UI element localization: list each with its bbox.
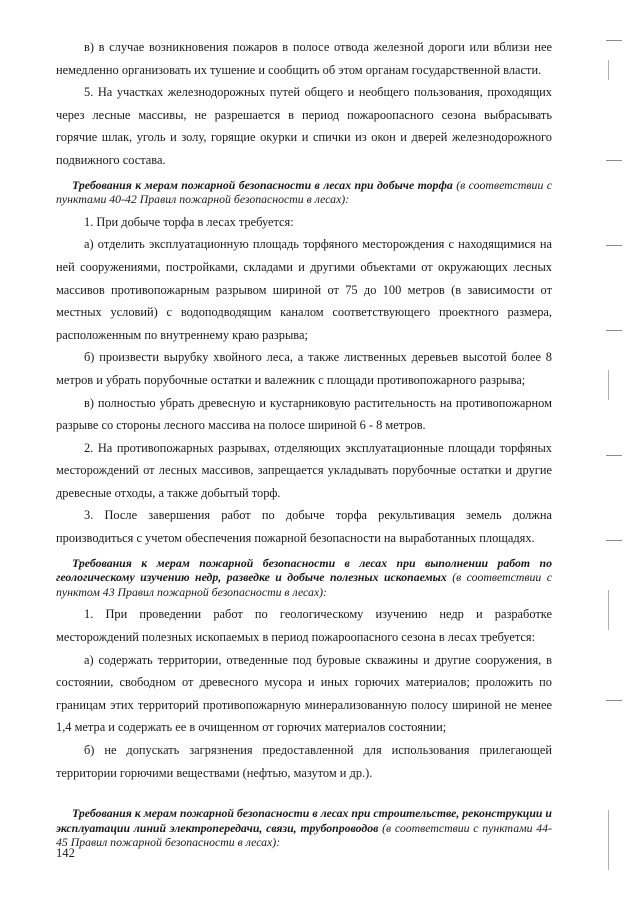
paragraph-railway-5: 5. На участках железнодорожных путей общего и необщего пользования, проходящих через лесные массивы, не разрешается в период пожароопасного сезона выбрасывать горячие шлак, уголь и золу, горящие окурки и спички из окон и дверей железнодорожного подвижного состава. (56, 85, 552, 167)
spacer (56, 784, 552, 800)
paragraph-geology-b: б) не допускать загрязнения предоставленной для использования прилегающей территории горючими веществами (нефтью, мазутом и др.). (56, 743, 552, 780)
paragraph-geology-a: а) содержать территории, отведенные под буровые скважины и другие сооружения, в состоянии, свободном от древесного мусора и иных горючих материалов; проложить по границам этих территорий противопожарную минерализованную полосу шириной не менее 1,4 метра и содержать ее в очищенном от горючих материалов состоянии; (56, 652, 552, 735)
section-heading-geology (56, 556, 552, 600)
paragraph-peat-c: в) полностью убрать древесную и кустарниковую растительность на противопожарном разрыве со стороны лесного массива на полосе шириной 6 - 8 метров. (56, 395, 552, 433)
paragraph-peat-3: 3. После завершения работ по добыче торфа рекультивация земель должна производиться с учетом обеспечения пожарной безопасности на выработанных площадях. (56, 508, 552, 546)
paragraph-geology-1: 1. При проведении работ по геологическому изучению недр и разработке месторождений полезных ископаемых в период пожароопасного сезона в лесах требуется: (56, 607, 552, 645)
section-heading-peat-title: Требования к мерам пожарной безопасности в лесах при добыче торфа (72, 177, 453, 192)
paragraph-peat-a: а) отделить эксплуатационную площадь торфяного месторождения с находящимися на ней сооружениями, постройками, складами и другими объектами от окружающих лесных массивов противопожарным разрывом шириной от 75 до 100 метров (в зависимости от местных условий) с водоподводящим каналом соответствующего проектного размера, расположенным по внутреннему краю разрыва; (56, 237, 552, 342)
section-heading-peat-ref: (в соответствии с пунктами 40-42 Правил пожарной безопасности в лесах): (56, 177, 552, 207)
paragraph-railway-fire: в) в случае возникновения пожаров в полосе отвода железной дороги или вблизи нее немедленно организовать их тушение и сообщить об этом органам государственной власти. (56, 40, 552, 77)
section-heading-lines (56, 806, 552, 850)
document-page (56, 36, 552, 854)
paragraph-peat-b: б) произвести вырубку хвойного леса, а также лиственных деревьев высотой более 8 метров и убрать порубочные остатки и валежник с площади противопожарного разрыва; (56, 350, 552, 387)
section-heading-lines-ref: (в соответствии с пунктами 44-45 Правил пожарной безопасности в лесах): (56, 820, 552, 850)
paragraph-peat-1: 1. При добыче торфа в лесах требуется: (84, 214, 294, 229)
section-heading-peat (56, 178, 552, 207)
section-heading-geology-title: Требования к мерам пожарной безопасности в лесах при выполнении работ по геологическому изучению недр, разведке и добыче полезных ископаемых (56, 555, 552, 585)
page-number: 142 (56, 846, 75, 860)
paragraph-peat-2: 2. На противопожарных разрывах, отделяющих эксплуатационные площади торфяных месторождений от лесных массивов, запрещается укладывать порубочные остатки и другие древесные отходы, а также добытый торф. (56, 440, 552, 500)
section-heading-geology-ref: (в соответствии с пунктом 43 Правил пожарной безопасности в лесах): (56, 570, 552, 599)
section-heading-lines-title: Требования к мерам пожарной безопасности в лесах при строительстве, реконструкции и эксплуатации линий электропередачи, связи, трубопроводов (56, 806, 552, 835)
